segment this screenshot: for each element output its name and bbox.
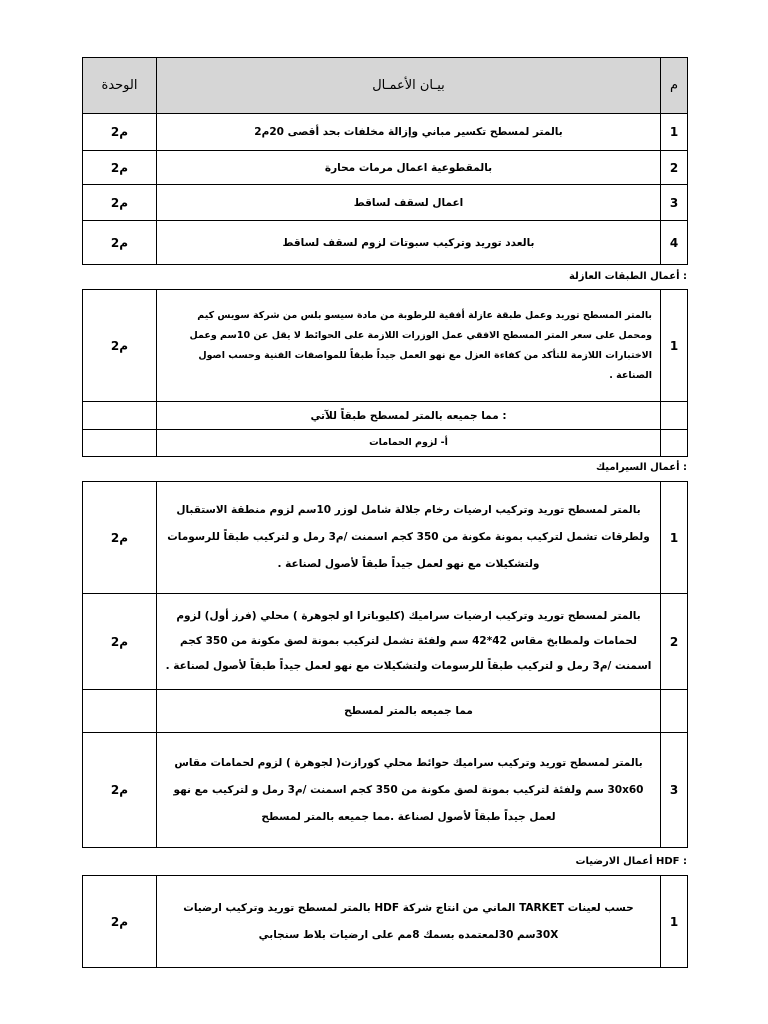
table-row [83,114,688,151]
row-description: بالمتر لمسطح توريد وتركيب ارضيات سراميك (كليوباترا او لجوهرة ) محلي (فرز أول) لزوم لحمامات ولمطابخ مقاس 42*42 سم ولفئة تشمل لتركيب بمونة لصق مكونة من 350 كجم اسمنت /م3 رمل و لتركيب طبقاً للرسومات ولتشكيلات مع نهو لعمل جيداً طبقاً لأصول لصناعة . [157,594,661,690]
row-num [661,430,688,457]
row-description: بالمتر لمسطح توريد وتركيب سراميك حوائط محلي كورازت( لجوهرة ) لزوم لحمامات مقاس 30x60 سم ولفئة لتركيب بمونة لصق مكونة من 350 كجم اسمنت /م3 رمل و لتركيب مع نهو لعمل جيداً طبقاً لأصول لصناعة .مما جميعه بالمتر لمسطح [157,733,661,848]
row-num: 1 [661,114,688,151]
table-row [83,690,688,733]
table-row [83,185,688,221]
row-num: 1 [661,482,688,594]
row-num [661,402,688,430]
row-description: بالمقطوعية اعمال مرمات محارة [157,151,661,185]
table-row [83,594,688,690]
row-description: أ- لزوم الحمامات [157,430,661,457]
row-unit: م2 [83,482,157,594]
table-row [83,402,688,430]
table-row [83,733,688,848]
works-table-insulation [82,289,688,457]
row-description: بالعدد توريد وتركيب سبوتات لزوم لسقف لساقط [157,221,661,265]
row-unit: م2 [83,290,157,402]
row-description: مما جميعه بالمتر لمسطح [157,690,661,733]
row-unit [83,690,157,733]
row-unit: م2 [83,876,157,968]
row-num: 1 [661,290,688,402]
header-unit: الوحدة [83,58,157,114]
row-description: بالمتر لمسطح تكسير مباني وإزالة مخلفات بحد أقصى 20م2 [157,114,661,151]
row-unit: م2 [83,151,157,185]
works-table-hdf [82,875,688,968]
row-unit [83,430,157,457]
table-header-row [83,58,688,114]
table-row [83,482,688,594]
table-row [83,430,688,457]
section-title-hdf-floors: : HDF أعمال الارضيات [575,856,687,867]
row-num: 2 [661,594,688,690]
section-title-insulation: : أعمال الطبقات العازلة [568,271,687,282]
works-table-ceramic [82,481,688,848]
row-unit: م2 [83,185,157,221]
row-num: 2 [661,151,688,185]
row-description: بالمتر المسطح توريد وعمل طبقة عازلة أفقية للرطوبة من مادة سيسو بلس من شركة سويس كيم ومحمل على سعر المتر المسطح الافقي عمل الوزرات اللازمة على الحوائط لا يقل عن 10سم وعمل الاختبارات اللازمة للتأكد من كفاءة العزل مع نهو العمل جيداً طبقاً للمواصفات الفنية وحسب اصول الصناعة . [157,290,661,402]
row-num: 3 [661,185,688,221]
row-description: حسب لعينات TARKET الماني من انتاج شركة HDF بالمتر لمسطح توريد وتركيب ارضيات 30Xسم 30لمعتمده بسمك 8مم على ارضيات بلاط سنجابي [157,876,661,968]
section-title-ceramic: : أعمال السيراميك [595,462,687,473]
header-num: م [661,58,688,114]
row-unit: م2 [83,114,157,151]
header-description: بيـان الأعمـال [157,58,661,114]
row-num: 1 [661,876,688,968]
works-table-general [82,57,688,265]
row-num: 3 [661,733,688,848]
table-row [83,290,688,402]
row-unit: م2 [83,594,157,690]
row-num: 4 [661,221,688,265]
table-row [83,876,688,968]
row-unit: م2 [83,733,157,848]
row-description: : مما جميعه بالمتر لمسطح طبقاً للآتي [157,402,661,430]
table-row [83,221,688,265]
row-unit [83,402,157,430]
row-description: بالمتر لمسطح توريد وتركيب ارضيات رخام جلالة شامل لوزر 10سم لزوم منطقة الاستقبال ولطرقات تشمل لتركيب بمونة مكونة من 350 كجم اسمنت /م3 رمل و لتركيب طبقاً للرسومات ولتشكيلات مع نهو لعمل جيداً طبقاً لأصول لصناعة . [157,482,661,594]
row-unit: م2 [83,221,157,265]
table-row [83,151,688,185]
row-num [661,690,688,733]
row-description: اعمال لسقف لساقط [157,185,661,221]
